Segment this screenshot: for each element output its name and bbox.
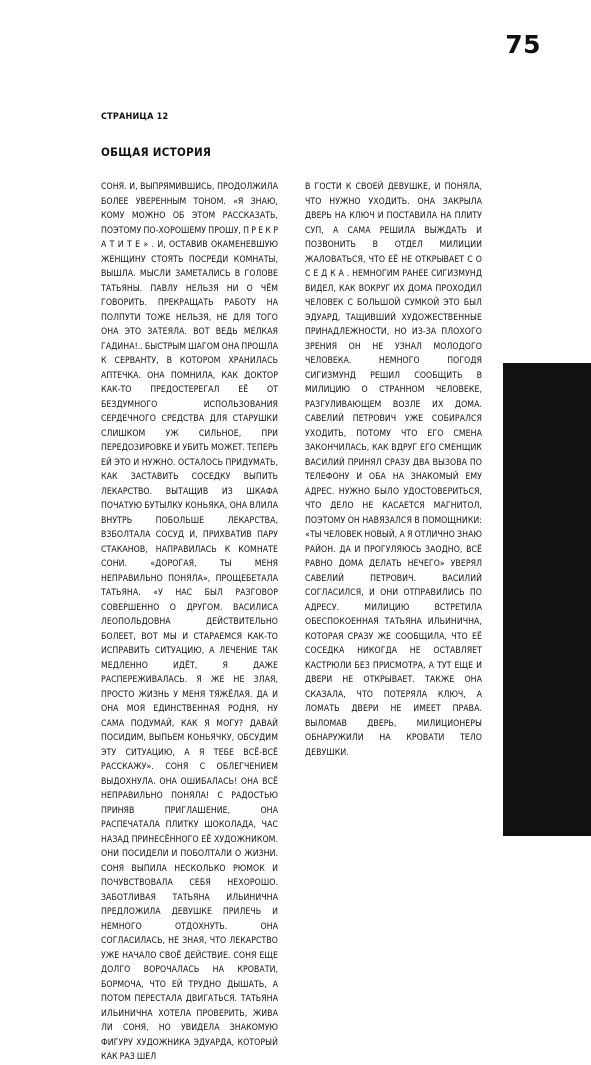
section-label: СТРАНИЦА 12 [101, 112, 169, 122]
decorative-side-bar [503, 363, 591, 836]
right-column-text: В ГОСТИ К СВОЕЙ ДЕВУШКЕ, И ПОНЯЛА, ЧТО НУЖНО УХОДИТЬ. ОНА ЗАКРЫЛА ДВЕРЬ НА КЛЮЧ И ПОСТАВИЛА НА ПЛИТУ СУП, А САМА РЕШИЛА ВЫЖДАТЬ И ПОЗВОНИТЬ В ОТДЕЛ МИЛИЦИИ ЖАЛОВАТЬСЯ, ЧТО ЕЁ НЕ ОТКРЫВАЕТ С О С Е Д К А . НЕМНОГИМ РАНЕЕ СИГИЗМУНД ВИДЕЛ, КАК ВОКРУГ ИХ ДОМА ПРОХОДИЛ ЧЕЛОВЕК С БОЛЬШОЙ СУМКОЙ ЭТО БЫЛ ЭДУАРД, ТАЩИВШИЙ ХУДОЖЕСТВЕННЫЕ ПРИНАДЛЕЖНОСТИ, НО ИЗ-ЗА ПЛОХОГО ЗРЕНИЯ ОН НЕ УЗНАЛ МОЛОДОГО ЧЕЛОВЕКА. НЕМНОГО ПОГОДЯ СИГИЗМУНД РЕШИЛ СООБЩИТЬ В МИЛИЦИЮ О СТРАННОМ ЧЕЛОВЕКЕ, РАЗГУЛИВАЮЩЕМ ВОЗЛЕ ИХ ДОМА. САВЕЛИЙ ПЕТРОВИЧ УЖЕ СОБИРАЛСЯ УХОДИТЬ, ПОТОМУ ЧТО ЕГО СМЕНА ЗАКОНЧИЛАСЬ, КАК ВДРУГ ЕГО СМЕНЩИК ВАСИЛИЙ ПРИНЯЛ СРАЗУ ДВА ВЫЗОВА ПО ТЕЛЕФОНУ И ОБА НА ЗНАКОМЫЙ ЕМУ АДРЕС. НУЖНО БЫЛО УДОСТОВЕРИТЬСЯ, ЧТО ДЕЛО НЕ КАСАЕТСЯ МАГНИТОЛ, ПОЭТОМУ ОН НАВЯЗАЛСЯ В ПОМОЩНИКИ: «ТЫ ЧЕЛОВЕК НОВЫЙ, А Я ОТЛИЧНО ЗНАЮ РАЙОН. ДА И ПРОГУЛЯЮСЬ ЗАОДНО, ВСЁ РАВНО ДОМА ДЕЛАТЬ НЕЧЕГО» УВЕРЯЛ САВЕЛИЙ ПЕТРОВИЧ. ВАСИЛИЙ СОГЛАСИЛСЯ, И ОНИ ОТПРАВИЛИСЬ ПО АДРЕСУ. МИЛИЦИЮ ВСТРЕТИЛА ОБЕСПОКОЕННАЯ ТАТЬЯНА ИЛЬИНИЧНА, КОТОРАЯ СРАЗУ ЖЕ СООБЩИЛА, ЧТО ЕЁ СОСЕДКА НИКОГДА НЕ ОСТАВЛЯЕТ КАСТРЮЛИ БЕЗ ПРИСМОТРА, А ТУТ ЕЩЕ И ДВЕРИ НЕ ОТКРЫВАЕТ. ТАКЖЕ ОНА СКАЗАЛА, ЧТО ПОТЕРЯЛА КЛЮЧ, А ЛОМАТЬ ДВЕРИ НЕ ИМЕЕТ ПРАВА. ВЫЛОМАВ ДВЕРЬ, МИЛИЦИОНЕРЫ ОБНАРУЖИЛИ НА КРОВАТИ ТЕЛО ДЕВУШКИ. [305, 182, 482, 758]
page-number: 75 [505, 30, 541, 59]
section-title: ОБЩАЯ ИСТОРИЯ [101, 145, 212, 159]
text-column-left [101, 180, 278, 1065]
left-column-text: СОНЯ. И, ВЫПРЯМИВШИСЬ, ПРОДОЛЖИЛА БОЛЕЕ УВЕРЕННЫМ ТОНОМ. «Я ЗНАЮ, КОМУ МОЖНО ОБ ЭТОМ РАССКАЗАТЬ, ПОЭТОМУ ПО-ХОРОШЕМУ ПРОШУ, П Р Е К Р А Т И Т Е » . И, ОСТАВИВ ОКАМЕНЕВШУЮ ЖЕНЩИНУ СТОЯТЬ ПОСРЕДИ КОМНАТЫ, ВЫШЛА. МЫСЛИ ЗАМЕТАЛИСЬ В ГОЛОВЕ ТАТЬЯНЫ. ПАВЛУ НЕЛЬЗЯ НИ О ЧЁМ ГОВОРИТЬ. ПРЕКРАЩАТЬ РАБОТУ НА ПОЛПУТИ ТОЖЕ НЕЛЬЗЯ, НЕ ДЛЯ ТОГО ОНА ЭТО ЗАТЕЯЛА. ВОТ ВЕДЬ МЕЛКАЯ ГАДИНА!.. БЫСТРЫМ ШАГОМ ОНА ПРОШЛА К СЕРВАНТУ, В КОТОРОМ ХРАНИЛАСЬ АПТЕЧКА. ОНА ПОМНИЛА, КАК ДОКТОР КАК-ТО ПРЕДОСТЕРЕГАЛ ЕЁ ОТ БЕЗДУМНОГО ИСПОЛЬЗОВАНИЯ СЕРДЕЧНОГО СРЕДСТВА ДЛЯ СТАРУШКИ СЛИШКОМ УЖ СИЛЬНОЕ, ПРИ ПЕРЕДОЗИРОВКЕ И УБИТЬ МОЖЕТ. ТЕПЕРЬ ЕЙ ЭТО И НУЖНО. ОСТАЛОСЬ ПРИДУМАТЬ, КАК ЗАСТАВИТЬ СОСЕДКУ ВЫПИТЬ ЛЕКАРСТВО. ВЫТАЩИВ ИЗ ШКАФА ПОЧАТУЮ БУТЫЛКУ КОНЬЯКА, ОНА ВЛИЛА ВНУТРЬ ПОБОЛЬШЕ ЛЕКАРСТВА, ВЗБОЛТАЛА СОСУД И, ПРИХВАТИВ ПАРУ СТАКАНОВ, НАПРАВИЛАСЬ К КОМНАТЕ СОНИ. «ДОРОГАЯ, ТЫ МЕНЯ НЕПРАВИЛЬНО ПОНЯЛА», ПРОЩЕБЕТАЛА ТАТЬЯНА. «У НАС БЫЛ РАЗГОВОР СОВЕРШЕННО О ДРУГОМ. ВАСИЛИСА ЛЕОПОЛЬДОВНА ДЕЙСТВИТЕЛЬНО БОЛЕЕТ, ВОТ МЫ И СТАРАЕМСЯ КАК-ТО ИСПРАВИТЬ СИТУАЦИЮ, А ЛЕЧЕНИЕ ТАК МЕДЛЕННО ИДЁТ, Я ДАЖЕ РАСПЕРЕЖИВАЛАСЬ. Я ЖЕ НЕ ЗЛАЯ, ПРОСТО ЖИЗНЬ У МЕНЯ ТЯЖЁЛАЯ. ДА И ОНА МОЯ ЕДИНСТВЕННАЯ РОДНЯ, НУ САМА ПОДУМАЙ, КАК Я МОГУ? ДАВАЙ ПОСИДИМ, ВЫПЬЕМ КОНЬЯЧКУ, ОБСУДИМ ЭТУ СИТУАЦИЮ, А Я ТЕБЕ ВСЁ-ВСЁ РАССКАЖУ». СОНЯ С ОБЛЕГЧЕНИЕМ ВЫДОХНУЛА. ОНА ОШИБАЛАСЬ! ОНА ВСЁ НЕПРАВИЛЬНО ПОНЯЛА! С РАДОСТЬЮ ПРИНЯВ ПРИГЛАШЕНИЕ, ОНА РАСПЕЧАТАЛА ПЛИТКУ ШОКОЛАДА, ЧАС НАЗАД ПРИНЕСЁННОГО ЕЁ ХУДОЖНИКОМ. ОНИ ПОСИДЕЛИ И ПОБОЛТАЛИ О ЖИЗНИ. СОНЯ ВЫПИЛА НЕСКОЛЬКО РЮМОК И ПОЧУВСТВОВАЛА СЕБЯ НЕХОРОШО. ЗАБОТЛИВАЯ ТАТЬЯНА ИЛЬИНИЧНА ПРЕДЛОЖИЛА ДЕВУШКЕ ПРИЛЕЧЬ И НЕМНОГО ОТДОХНУТЬ. ОНА СОГЛАСИЛАСЬ, НЕ ЗНАЯ, ЧТО ЛЕКАРСТВО УЖЕ НАЧАЛО СВОЁ ДЕЙСТВИЕ. СОНЯ ЕЩЕ ДОЛГО ВОРОЧАЛАСЬ НА КРОВАТИ, БОРМОЧА, ЧТО ЕЙ ТРУДНО ДЫШАТЬ, А ПОТОМ ПЕРЕСТАЛА ДВИГАТЬСЯ. ТАТЬЯНА ИЛЬИНИЧНА ХОТЕЛА ПРОВЕРИТЬ, ЖИВА ЛИ СОНЯ, НО УВИДЕЛА ЗНАКОМУЮ ФИГУРУ ХУДОЖНИКА ЭДУАРДА, КОТОРЫЙ КАК РАЗ ШЕЛ [101, 182, 278, 1062]
text-column-right [305, 180, 482, 760]
